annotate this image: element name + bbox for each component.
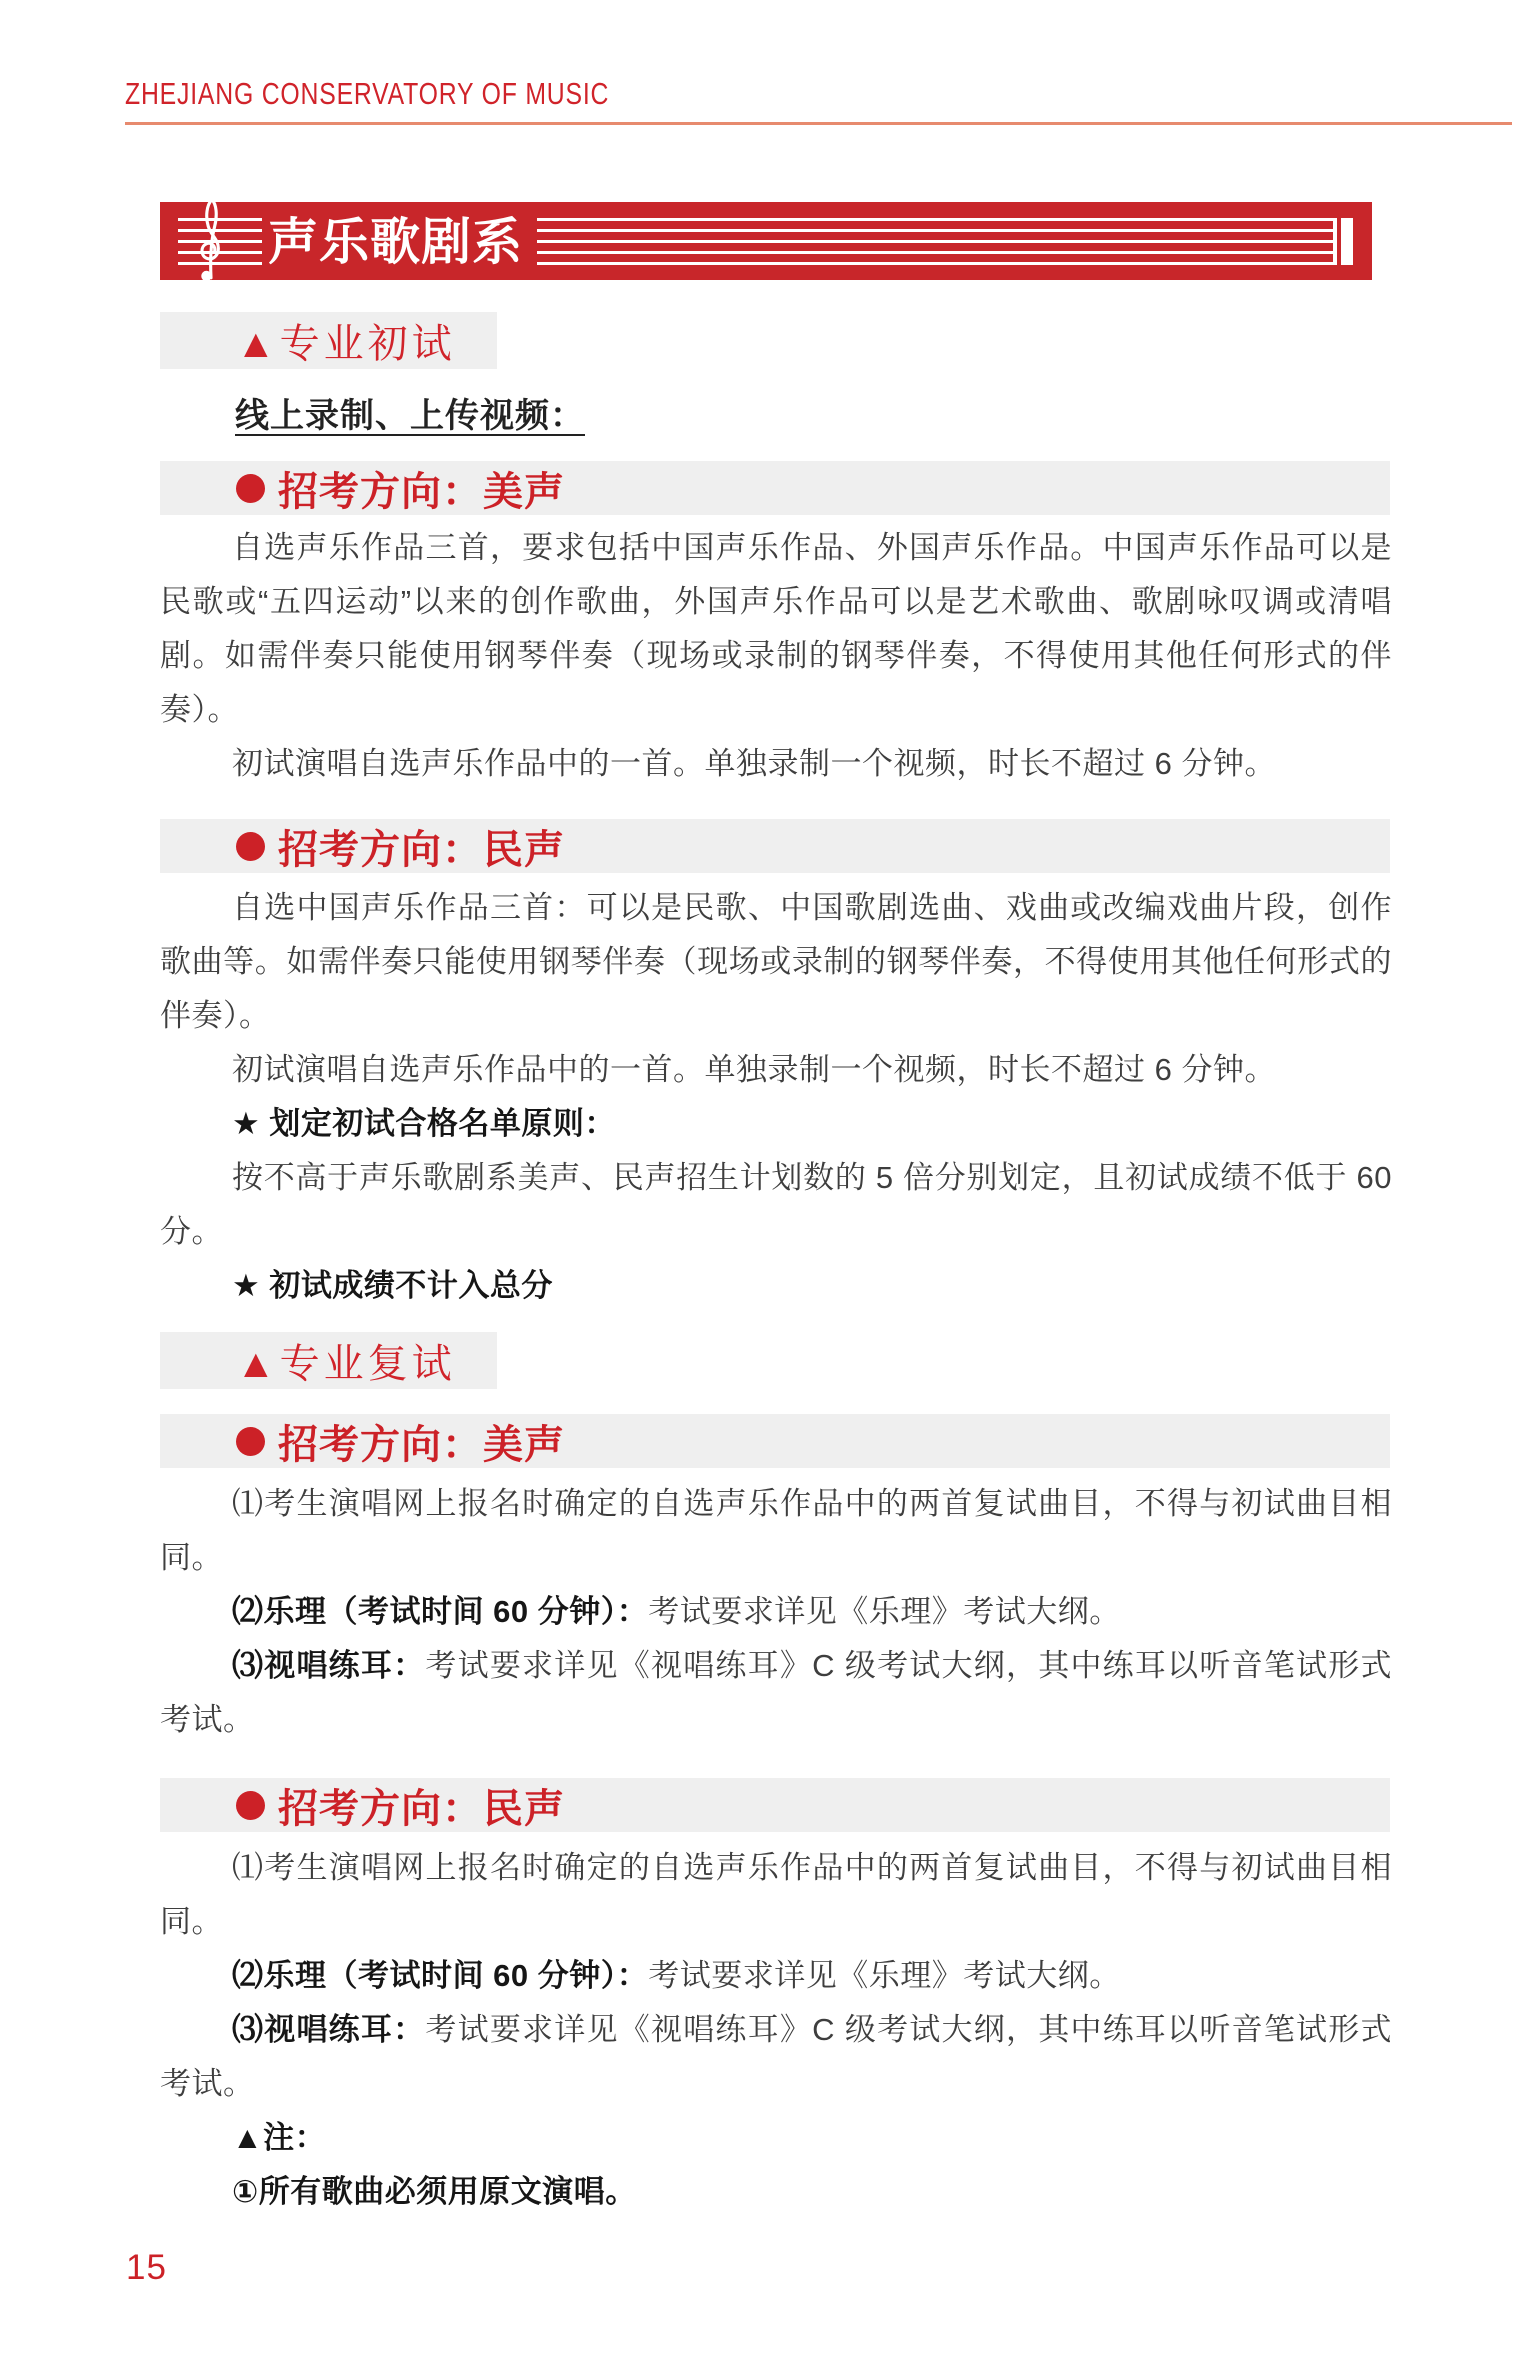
paragraph-folk-repertoire: 自选中国声乐作品三首：可以是民歌、中国歌剧选曲、戏曲或改编戏曲片段，创作歌曲等。如需伴奏只能使用钢琴伴奏（现场或录制的钢琴伴奏，不得使用其他任何形式的伴奏）。 bbox=[160, 890, 1392, 1033]
bullet-icon bbox=[236, 1427, 265, 1456]
bullet-icon bbox=[236, 474, 265, 503]
direction-bar-belcanto-r2 bbox=[160, 1414, 1390, 1468]
paragraph-folk-video: 初试演唱自选声乐作品中的一首。单独录制一个视频，时长不超过 6 分钟。 bbox=[232, 1052, 1276, 1087]
treble-clef-icon bbox=[188, 195, 234, 287]
staff-lines-right bbox=[537, 218, 1333, 265]
direction-label: 招考方向：民声 bbox=[278, 1786, 565, 1831]
section-heading-final bbox=[160, 1332, 497, 1389]
direction-bar-folk-r1 bbox=[160, 819, 1390, 873]
brand-header: ZHEJIANG CONSERVATORY OF MUSIC bbox=[125, 76, 610, 111]
item-label: ⑵乐理（考试时间 60 分钟）： bbox=[232, 1594, 649, 1629]
page-number: 15 bbox=[126, 2248, 167, 2287]
section-heading-preliminary-label: ▲专业初试 bbox=[236, 322, 456, 366]
header-divider bbox=[125, 122, 1512, 125]
paragraph-belcanto-video: 初试演唱自选声乐作品中的一首。单独录制一个视频，时长不超过 6 分钟。 bbox=[232, 746, 1276, 781]
department-title: 声乐歌剧系 bbox=[268, 214, 523, 271]
item-label: ⑵乐理（考试时间 60 分钟）： bbox=[232, 1958, 649, 1993]
direction-bar-belcanto-r1 bbox=[160, 461, 1390, 515]
direction-bar-folk-r2 bbox=[160, 1778, 1390, 1832]
final-belcanto-item1: ⑴考生演唱网上报名时确定的自选声乐作品中的两首复试曲目，不得与初试曲目相同。 bbox=[160, 1486, 1392, 1575]
final-belcanto-item3 bbox=[160, 1639, 1392, 1747]
paragraph-belcanto-repertoire: 自选声乐作品三首，要求包括中国声乐作品、外国声乐作品。中国声乐作品可以是民歌或“五四运动”以来的创作歌曲，外国声乐作品可以是艺术歌曲、歌剧咏叹调或清唱剧。如需伴奏只能使用钢琴伴奏（现场或录制的钢琴伴奏，不得使用其他任何形式的伴奏）。 bbox=[160, 530, 1392, 727]
final-belcanto-item2 bbox=[160, 1585, 1392, 1639]
item-text: 考试要求详见《乐理》考试大纲。 bbox=[648, 1594, 1121, 1629]
section-heading-preliminary bbox=[160, 312, 497, 369]
item-text: 考试要求详见《视唱练耳》C 级考试大纲，其中练耳以听音笔试形式考试。 bbox=[160, 1648, 1393, 1737]
bullet-icon bbox=[236, 832, 265, 861]
direction-label: 招考方向：美声 bbox=[278, 1422, 565, 1467]
final-barline-thin bbox=[1333, 218, 1337, 265]
notes-heading: ▲注： bbox=[232, 2120, 327, 2155]
star-rule-heading: ★ 划定初试合格名单原则： bbox=[232, 1106, 616, 1141]
item-text: 考试要求详见《乐理》考试大纲。 bbox=[648, 1958, 1121, 1993]
item-label: ⑶视唱练耳： bbox=[232, 1648, 426, 1683]
final-folk-item2 bbox=[160, 1949, 1392, 2003]
item-label: ⑶视唱练耳： bbox=[232, 2012, 426, 2047]
item-text: 考试要求详见《视唱练耳》C 级考试大纲，其中练耳以听音笔试形式考试。 bbox=[160, 2012, 1393, 2101]
online-recording-note: 线上录制、上传视频： bbox=[235, 397, 585, 435]
direction-label: 招考方向：民声 bbox=[278, 827, 565, 872]
section-heading-final-label: ▲专业复试 bbox=[236, 1342, 456, 1386]
star-note: ★ 初试成绩不计入总分 bbox=[232, 1268, 553, 1303]
bullet-icon bbox=[236, 1791, 265, 1820]
final-barline-thick bbox=[1341, 218, 1353, 265]
notes-item1: ①所有歌曲必须用原文演唱。 bbox=[232, 2174, 637, 2209]
department-banner bbox=[160, 202, 1372, 280]
final-folk-item3 bbox=[160, 2003, 1392, 2111]
direction-label: 招考方向：美声 bbox=[278, 469, 565, 514]
final-folk-item1: ⑴考生演唱网上报名时确定的自选声乐作品中的两首复试曲目，不得与初试曲目相同。 bbox=[160, 1850, 1392, 1939]
star-rule-body: 按不高于声乐歌剧系美声、民声招生计划数的 5 倍分别划定，且初试成绩不低于 60 分。 bbox=[160, 1160, 1392, 1249]
